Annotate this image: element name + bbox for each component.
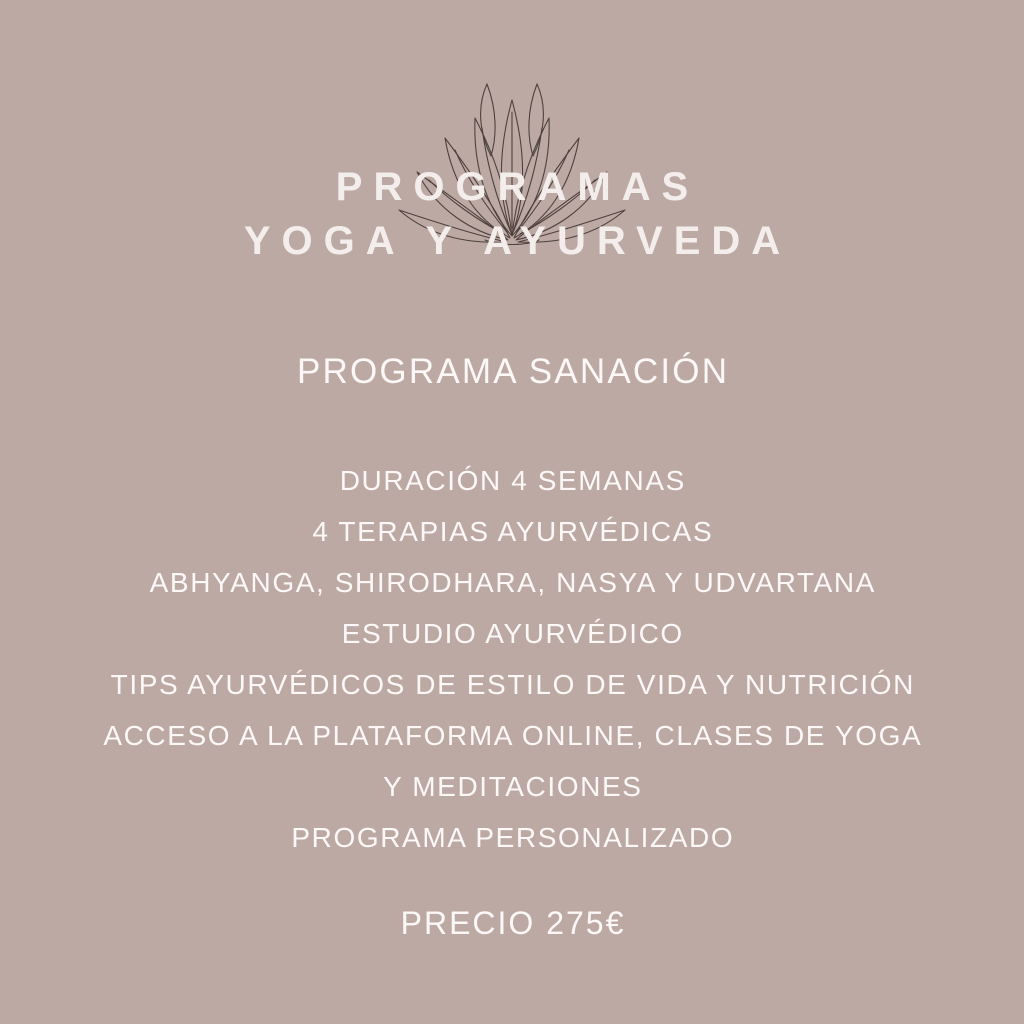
list-item: TIPS AYURVÉDICOS DE ESTILO DE VIDA Y NUTRICIÓN <box>110 669 915 700</box>
title-line-yoga-ayurveda: YOGA Y AYURVEDA <box>243 219 792 263</box>
page-title <box>0 160 1024 268</box>
list-item: ABHYANGA, SHIRODHARA, NASYA Y UDVARTANA <box>149 567 876 598</box>
list-item: PROGRAMA PERSONALIZADO <box>291 822 735 853</box>
list-item: 4 TERAPIAS AYURVÉDICAS <box>312 516 714 547</box>
list-item: ESTUDIO AYURVÉDICO <box>341 618 684 649</box>
title-line-programas: PROGRAMAS <box>335 165 700 209</box>
list-item: ACCESO A LA PLATAFORMA ONLINE, CLASES DE YOGA <box>103 720 923 751</box>
list-item: Y MEDITACIONES <box>383 771 643 802</box>
program-name: PROGRAMA SANACIÓN <box>296 352 730 391</box>
program-price: PRECIO 275€ <box>400 905 626 941</box>
program-details-list <box>0 455 1024 863</box>
list-item: DURACIÓN 4 SEMANAS <box>339 465 686 496</box>
